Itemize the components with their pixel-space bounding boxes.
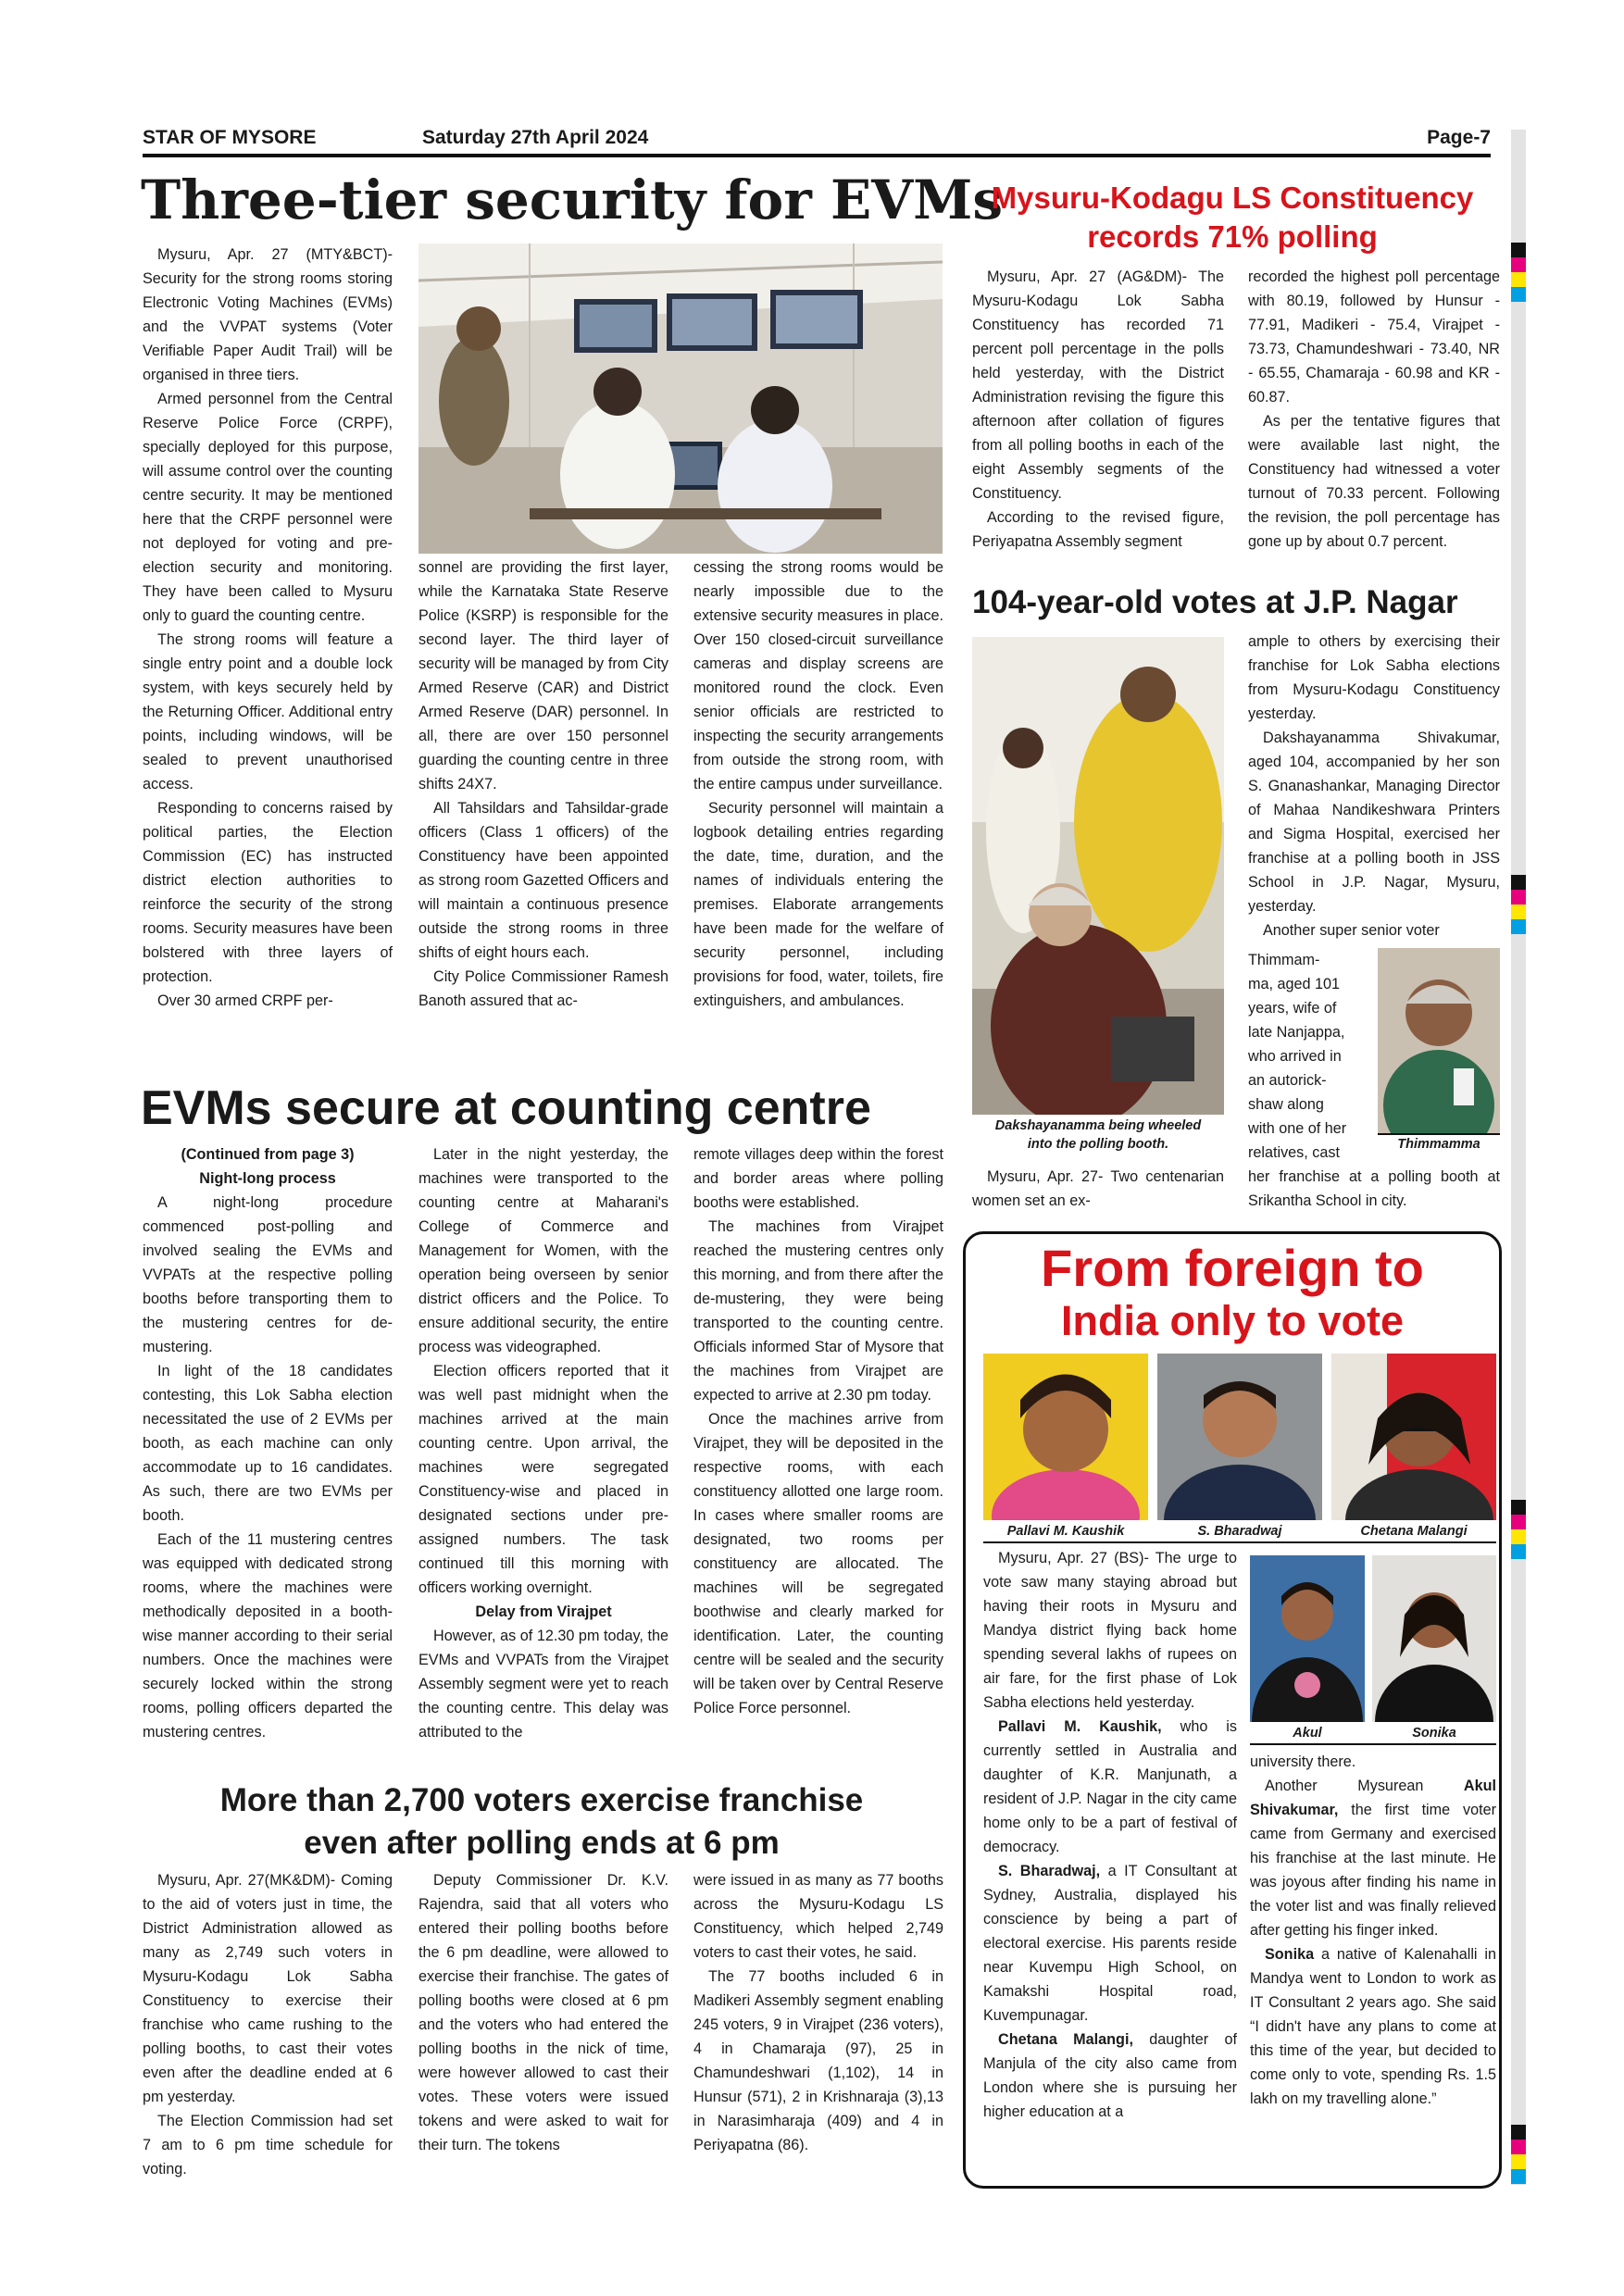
- paragraph: The Election Commission had set 7 am to 6 pm time schedule for voting.: [143, 2113, 393, 2177]
- paragraph: According to the revised figure, Periyapatna Assembly segment: [972, 509, 1224, 550]
- paragraph: remote villages deep within the forest and border areas where polling booths were established.: [693, 1146, 943, 1211]
- photo-caption-line2: into the polling booth.: [1027, 1137, 1169, 1152]
- paragraph: Mysuru, Apr. 27 (MTY&BCT)- Security for the strong rooms storing Electronic Voting Machines (EVMs) and the VVPAT systems (Voter Verifiable Paper Audit Trail) will be organised in three tiers.: [143, 246, 393, 383]
- registration-marks-4: [1511, 2125, 1526, 2184]
- paragraph: sonnel are providing the first layer, while the Karnataka State Reserve Police (KSRP) is responsible for the second layer. The third layer of security will be managed by from City Armed Reserve (CAR) and District Armed Reserve (DAR) personnel. In all, there are over 150 personnel guarding the counting centre in three shifts 24X7.: [418, 559, 668, 792]
- masthead-date: Saturday 27th April 2024: [422, 127, 649, 148]
- article4-column-3: [693, 1142, 943, 1720]
- caption-sonika: Sonika: [1412, 1726, 1456, 1741]
- paragraph: Once the machines arrive from Virajpet, they will be deposited in the respective rooms, with each constituency allotted one large room. In cases where smaller rooms are designated, two rooms per constituency are allocated. The machines will be segregated boothwise and clearly marked for identification. Later, the counting centre will be sealed and the security will be taken over by Central Reserve Police Force personnel.: [693, 1411, 943, 1716]
- registration-marks-2: [1511, 875, 1526, 934]
- registration-marks-1: [1511, 243, 1526, 302]
- headline-from-foreign-line2: India only to vote: [1060, 1297, 1405, 1344]
- paragraph: her franchise at a polling booth at Srikantha School in city.: [1248, 1168, 1500, 1209]
- wrap-line: with one of her: [1248, 1120, 1347, 1137]
- photo-akul: [1250, 1555, 1365, 1722]
- caption-pallavi: Pallavi M. Kaushik: [1006, 1524, 1125, 1539]
- name-akul: Akul Shivakumar,: [1250, 1778, 1496, 1818]
- article1-column-2: [418, 555, 668, 1013]
- article3-column-right: [1248, 630, 1500, 942]
- photo-pallavi: [983, 1354, 1148, 1520]
- text: daughter of Manjula of the city also came from London where she is pursuing her higher education at a: [983, 2031, 1237, 2120]
- paragraph: In light of the 18 candidates contesting, this Lok Sabha election necessitated the use of 2 EVMs per booth, as each machine can only accommodate up to 16 candidates. As such, there are two EVMs per booth.: [143, 1363, 393, 1524]
- paragraph: were issued in as many as 77 booths across the Mysuru-Kodagu LS Constituency, which helped 2,749 voters to cast their votes, he said.: [693, 1872, 943, 1961]
- subhead-night-long: Night-long process: [199, 1170, 336, 1187]
- article2-column-1: [972, 265, 1224, 554]
- headline-2700-voters-line1: More than 2,700 voters exercise franchise: [219, 1782, 864, 1818]
- paragraph: Responding to concerns raised by political parties, the Election Commission (EC) has instructed district election authorities to reinforce the security of the strong rooms. Security measures have been bolstered with three layers of protection.: [143, 800, 393, 985]
- thumb-caption: Thimmamma: [1378, 1133, 1500, 1154]
- text: the first time voter came from Germany and exercised his franchise at the last minute. He was joyous after finding his name in the voter list and was finally relieved after getting his finger inked.: [1250, 1802, 1496, 1939]
- paragraph: [983, 2028, 1237, 2124]
- wrap-line: late Nanjappa,: [1248, 1024, 1345, 1041]
- photo-chetana: [1331, 1354, 1496, 1520]
- article5-column-3: [693, 1868, 943, 2157]
- paragraph: [983, 1715, 1237, 1859]
- text: a native of Kalenahalli in Mandya went to London to work as IT Consultant 2 years ago. She said “I didn't have any plans to come at this time of the year, but decided to come only to vote, spending Rs. 1.5 lakh on my travelling alone.”: [1250, 1946, 1496, 2107]
- paragraph: The machines from Virajpet reached the mustering centres only this morning, and from there after the de-mustering, they were being transported to the counting centre. Officials informed Star of Mysore that the machines from Virajpet are expected to arrive at 2.30 pm today.: [693, 1218, 943, 1404]
- name-sonika: Sonika: [1265, 1946, 1315, 1963]
- photo-counting-centre-monitors: [418, 243, 943, 554]
- paragraph: university there.: [1250, 1753, 1356, 1770]
- paragraph: However, as of 12.30 pm today, the EVMs and VVPATs from the Virajpet Assembly segment were yet to reach the counting centre. This delay was attributed to the: [418, 1628, 668, 1741]
- headline-evms-secure: EVMs secure at counting centre: [141, 1081, 871, 1135]
- paragraph: [1250, 1774, 1496, 1942]
- wrap-line: years, wife of: [1248, 1000, 1337, 1017]
- page-number: Page-7: [1427, 127, 1491, 148]
- wrap-line: who arrived in: [1248, 1048, 1342, 1065]
- photo-sonika: [1372, 1555, 1496, 1722]
- paragraph: Deputy Commissioner Dr. K.V. Rajendra, said that all voters who entered their polling booths before the 6 pm deadline, were allowed to exercise their franchise. The gates of polling booths were closed at 6 pm and the voters who had entered the polling booths in the nick of time, were however allowed to cast their votes. These voters were issued tokens and were asked to wait for their turn. The tokens: [418, 1872, 668, 2153]
- article1-column-1: [143, 243, 393, 1013]
- wrap-line: shaw along: [1248, 1096, 1324, 1113]
- paragraph: Another super senior voter: [1263, 922, 1440, 939]
- paragraph: Each of the 11 mustering centres was equipped with dedicated strong rooms, where the machines were methodically deposited in a booth-wise manner according to their serial numbers. Once the machines were securely locked within the strong rooms, polling officers departed the mustering centres.: [143, 1531, 393, 1741]
- continued-note: (Continued from page 3): [181, 1146, 355, 1163]
- paragraph: Mysuru, Apr. 27(MK&DM)- Coming to the aid of voters just in time, the District Administration allowed as many as 2,749 such voters in Mysuru-Kodagu Lok Sabha Constituency to exercise their franchise who came rushing to the polling booths, to cast their votes even after the deadline ended at 6 pm yesterday.: [143, 1872, 393, 2105]
- name-bharadwaj: S. Bharadwaj,: [998, 1863, 1101, 1879]
- article5-column-1: [143, 1868, 393, 2181]
- headline-71-percent-polling-line1: Mysuru-Kodagu LS Constituency: [991, 181, 1474, 215]
- name-pallavi: Pallavi M. Kaushik,: [998, 1718, 1162, 1735]
- name-chetana: Chetana Malangi,: [998, 2031, 1133, 2048]
- article3-lead: [972, 1165, 1224, 1213]
- photo-thimmamma: [1378, 948, 1500, 1133]
- paragraph: ample to others by exercising their franchise for Lok Sabha elections from Mysuru-Kodagu Constituency yesterday.: [1248, 633, 1500, 722]
- article5-column-2: [418, 1868, 668, 2157]
- photo-caption-line1: Dakshayanamma being wheeled: [994, 1118, 1202, 1133]
- headline-2700-voters-line2: even after polling ends at 6 pm: [304, 1825, 780, 1861]
- headline-three-tier-security: Three-tier security for EVMs: [141, 168, 1004, 231]
- caption-akul: Akul: [1293, 1726, 1322, 1741]
- text: Another Mysurean: [1265, 1778, 1464, 1794]
- paragraph: Mysuru, Apr. 27 (AG&DM)- The Mysuru-Kodagu Lok Sabha Constituency has recorded 71 percent poll percentage in the polls held yesterday, with the District Administration revising the figure this afternoon after collation of figures from all polling booths in each of the eight Assembly segments of the Constituency.: [972, 268, 1224, 502]
- subhead-delay-virajpet: Delay from Virajpet: [475, 1603, 612, 1620]
- wrap-line: Thimmam-: [1248, 952, 1320, 968]
- paragraph: Mysuru, Apr. 27 (BS)- The urge to vote saw many staying abroad but having their roots in Mysuru and Mandya district flying back home spending several lakhs of rupees on air fare, for the first phase of Lok Sabha elections held yesterday.: [983, 1550, 1237, 1711]
- caption-chetana: Chetana Malangi: [1360, 1524, 1468, 1539]
- photo-dakshayanamma: [972, 637, 1224, 1115]
- paragraph: Security personnel will maintain a logbook detailing entries regarding the date, time, duration, and the names of individuals entering the premises. Elaborate arrangements have been made for the welfare of security personnel, including provisions for food, water, toilets, fire extinguishers, and ambulances.: [693, 800, 943, 1009]
- wrap-line: an autorick-: [1248, 1072, 1327, 1089]
- headline-from-foreign-line1: From foreign to: [1041, 1239, 1424, 1297]
- headline-104-year-old: 104-year-old votes at J.P. Nagar: [972, 584, 1458, 620]
- wrap-line: relatives, cast: [1248, 1144, 1340, 1161]
- paragraph: Over 30 armed CRPF per-: [157, 992, 333, 1009]
- article6-column-2: [1250, 1750, 1496, 2111]
- caption-bharadwaj: S. Bharadwaj: [1197, 1524, 1282, 1539]
- paragraph: A night-long procedure commenced post-polling and involved sealing the EVMs and VVPATs at the respective polling booths before transporting them to the mustering centres for de-mustering.: [143, 1194, 393, 1355]
- wrap-line: ma, aged 101: [1248, 976, 1340, 992]
- paragraph: recorded the highest poll percentage with 80.19, followed by Hunsur - 77.91, Madikeri - 75.4, Virajpet - 73.73, Chamundeshwari - 73.40, NR - 65.55, Chamaraja - 60.98 and KR - 60.87.: [1248, 268, 1500, 406]
- paragraph: The strong rooms will feature a single entry point and a double lock system, with keys securely held by the Returning Officer. Additional entry points, including windows, will be sealed to prevent unauthorised access.: [143, 631, 393, 792]
- headline-71-percent-polling-line2: records 71% polling: [1087, 219, 1378, 254]
- registration-marks-3: [1511, 1500, 1526, 1559]
- paragraph: Dakshayanamma Shivakumar, aged 104, accompanied by her son S. Gnanashankar, Managing Director of Mahaa Nandikeshwara Printers and Sigma Hospital, exercised her franchise at a polling booth in JSS School in J.P. Nagar, Mysuru, yesterday.: [1248, 730, 1500, 915]
- article3-wrap-text: [1248, 948, 1368, 1165]
- paragraph: As per the tentative figures that were available last night, the Constituency had witnessed a voter turnout of 70.33 percent. Following the revision, the poll percentage has gone up by about 0.7 percent.: [1248, 413, 1500, 550]
- masthead-paper-name: STAR OF MYSORE: [143, 127, 317, 148]
- article4-column-2: [418, 1142, 668, 1744]
- photo-bharadwaj: [1157, 1354, 1322, 1520]
- article2-column-2: [1248, 265, 1500, 554]
- article3-tail: [1248, 1165, 1500, 1213]
- paragraph: Mysuru, Apr. 27- Two centenarian women set an ex-: [972, 1168, 1224, 1209]
- margin-strip: [1511, 130, 1526, 2185]
- text: a IT Consultant at Sydney, Australia, displayed his conscience by being a part of electoral exercise. His parents reside near Kuvempu High School, on Kamakshi Hospital road, Kuvempunagar.: [983, 1863, 1237, 2024]
- caption-rule-2: [1250, 1743, 1496, 1745]
- paragraph: The 77 booths included 6 in Madikeri Assembly segment enabling 245 voters, 9 in Virajpet (236 voters), 4 in Chamaraja (97), 25 in Chamundeshwari (1,102), 14 in Hunsur (571), 2 in Krishnaraja (3),13 in Narasimharaja (409) and 4 in Periyapatna (86).: [693, 1968, 943, 2153]
- paragraph: Election officers reported that it was well past midnight when the machines arrived at the main counting centre. Upon arrival, the machines were segregated Constituency-wise and placed in designated sections under pre-assigned numbers. The task continued till this morning with officers working overnight.: [418, 1363, 668, 1596]
- paragraph: [983, 1859, 1237, 2028]
- paragraph: City Police Commissioner Ramesh Banoth assured that ac-: [418, 968, 668, 1009]
- article6-column-1: [983, 1546, 1237, 2124]
- paragraph: All Tahsildars and Tahsildar-grade officers (Class 1 officers) of the Constituency have been appointed as strong room Gazetted Officers and will maintain a continuous presence outside the strong rooms in three shifts of eight hours each.: [418, 800, 668, 961]
- paragraph: Armed personnel from the Central Reserve Police Force (CRPF), specially deployed for this purpose, will assume control over the counting centre security. It may be mentioned here that the CRPF personnel were not deployed for voting and pre-election security and monitoring. They have been called to Mysuru only to guard the counting centre.: [143, 391, 393, 624]
- caption-rule: [983, 1541, 1496, 1543]
- paragraph: cessing the strong rooms would be nearly impossible due to the extensive security measures in place. Over 150 closed-circuit surveillance cameras and display screens are monitored round the clock. Even senior officials are restricted to inspecting the security arrangements from outside the strong room, with the entire campus under surveillance.: [693, 559, 943, 792]
- text: who is currently settled in Australia and daughter of K.R. Manjunath, a resident of J.P. Nagar in the city came home only to be a part of festival of democracy.: [983, 1718, 1237, 1855]
- paragraph: [1250, 1942, 1496, 2111]
- article1-column-3: [693, 555, 943, 1013]
- article4-column-1: [143, 1142, 393, 1744]
- paragraph: Later in the night yesterday, the machines were transported to the counting centre at Maharani's College of Commerce and Management for Women, with the operation being overseen by senior district officers and the Police. To ensure additional security, the entire process was videographed.: [418, 1146, 668, 1355]
- header-rule: [143, 154, 1491, 157]
